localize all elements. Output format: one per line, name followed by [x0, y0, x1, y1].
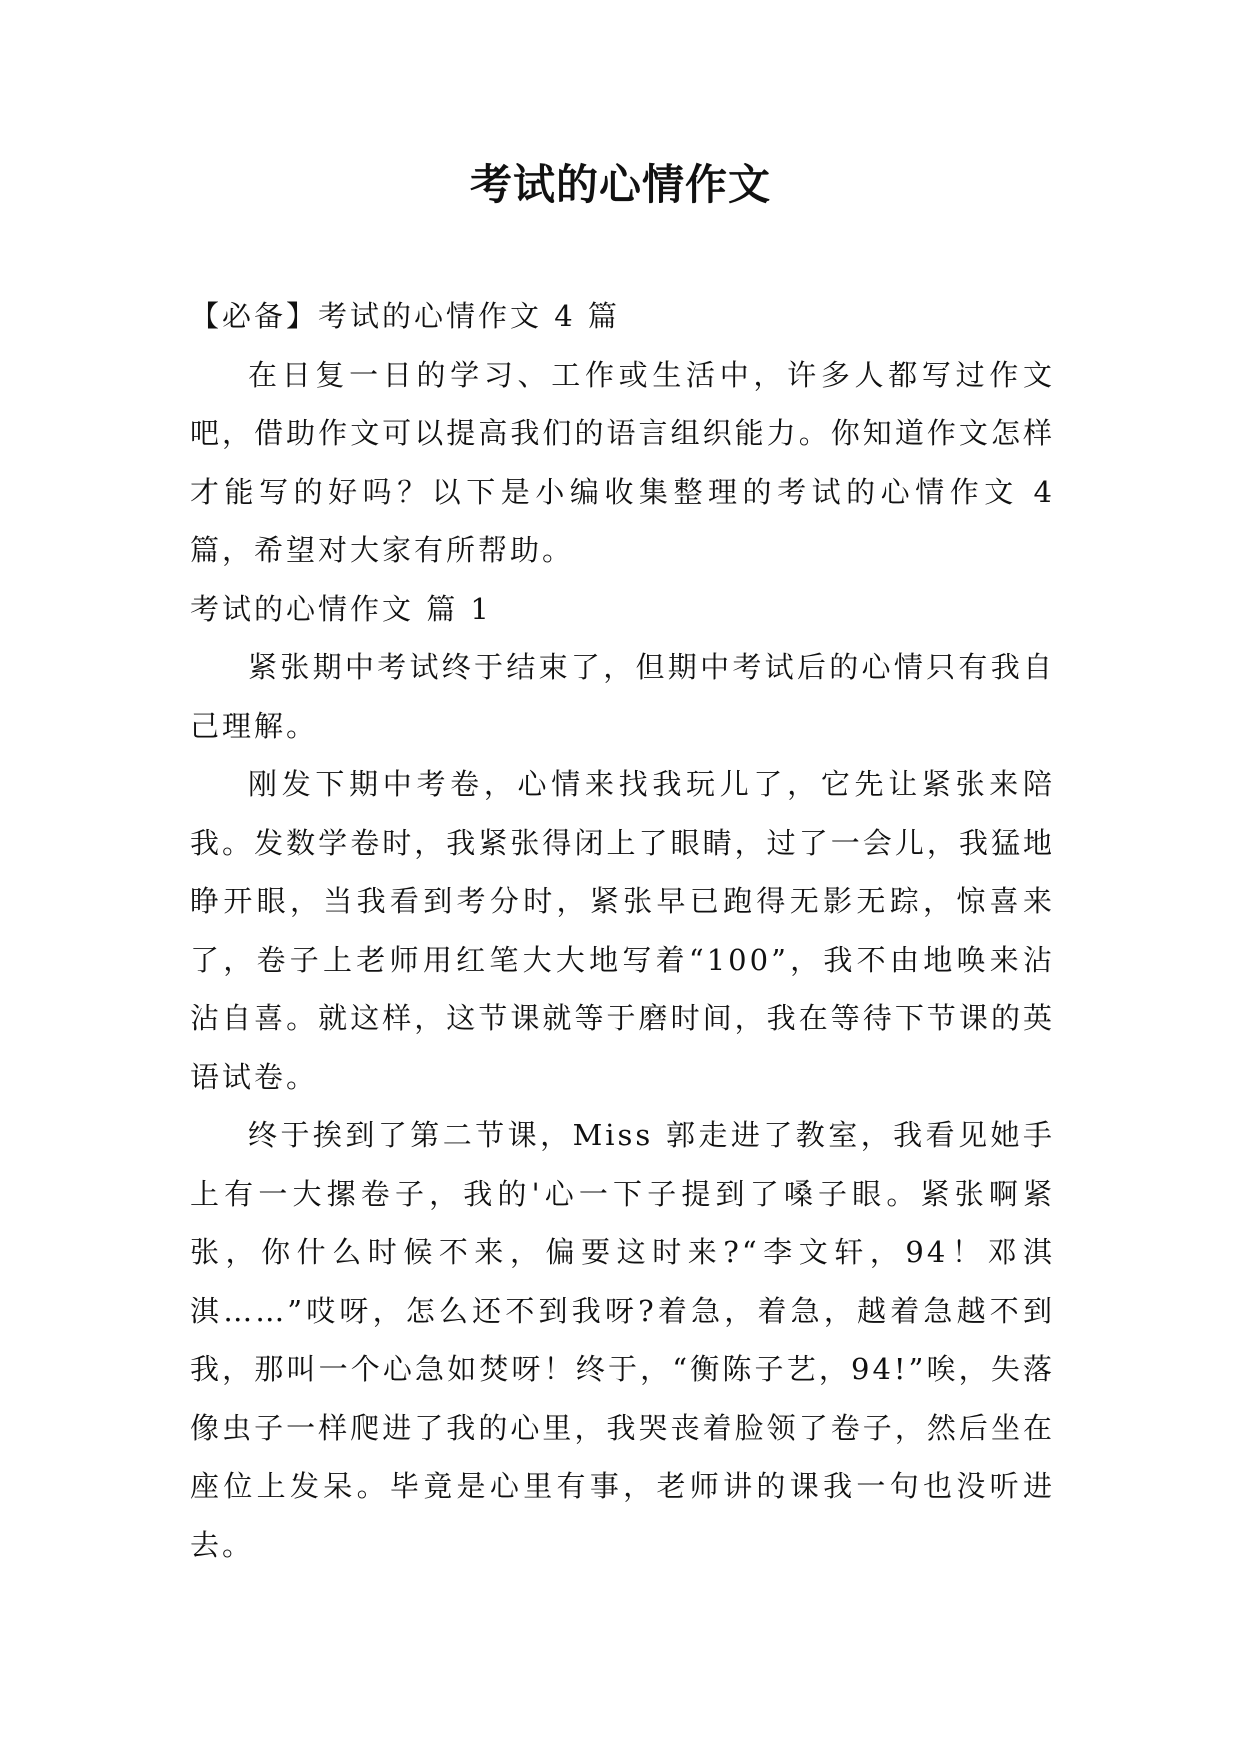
body-paragraph: 刚发下期中考卷，心情来找我玩儿了，它先让紧张来陪我。发数学卷时，我紧张得闭上了眼睛，过了一会儿，我猛地睁开眼，当我看到考分时，紧张早已跑得无影无踪，惊喜来了，卷子上老师用红笔大大地写着“100”，我不由地唤来沾沾自喜。就这样，这节课就等于磨时间，我在等待下节课的英语试卷。	[190, 767, 1055, 1094]
body-paragraph: 紧张期中考试终于结束了，但期中考试后的心情只有我自己理解。	[190, 650, 1055, 743]
document-subtitle: 【必备】考试的心情作文 4 篇	[190, 299, 620, 333]
section-heading: 考试的心情作文 篇 1	[190, 591, 492, 626]
body-paragraph: 终于挨到了第二节课，Miss 郭走进了教室，我看见她手上有一大摞卷子，我的'心一下子提到了嗓子眼。紧张啊紧张，你什么时候不来，偏要这时来?“李文轩，94！邓淇淇……”哎呀，怎么还不到我呀?着急，着急，越着急越不到我，那叫一个心急如焚呀！终于，“衡陈子艺，94!”唉，失落像虫子一样爬进了我的心里，我哭丧着脸领了卷子，然后坐在座位上发呆。毕竟是心里有事，老师讲的课我一句也没听进去。	[190, 1118, 1055, 1562]
intro-paragraph: 在日复一日的学习、工作或生活中，许多人都写过作文吧，借助作文可以提高我们的语言组织能力。你知道作文怎样才能写的好吗？以下是小编收集整理的考试的心情作文 4 篇，希望对大家有所帮助。	[190, 357, 1055, 567]
document-title: 考试的心情作文	[469, 160, 771, 209]
document-body	[190, 287, 1055, 1574]
